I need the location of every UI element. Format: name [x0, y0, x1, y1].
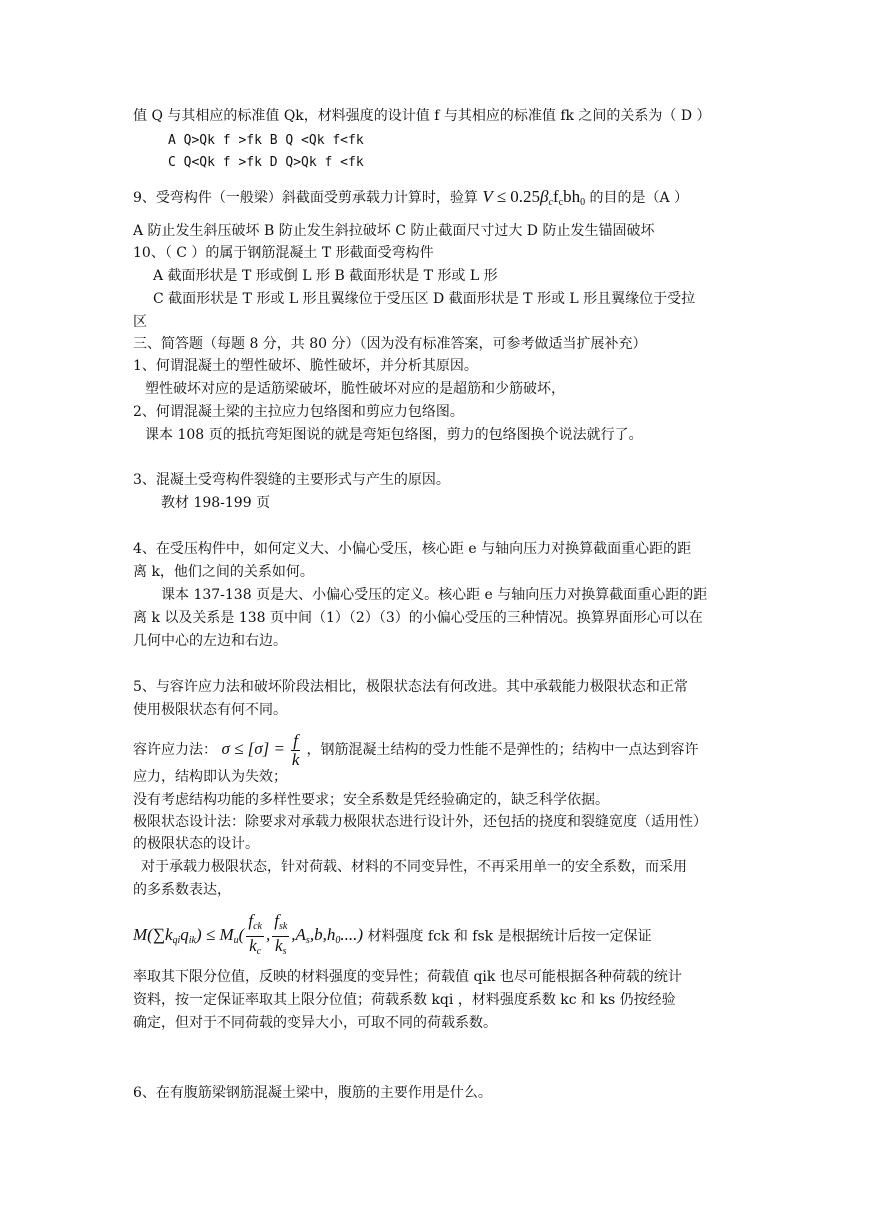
- q9-text-2: 的目的是（A ）: [589, 190, 689, 206]
- q10-stem: 10、（ C ）的属于钢筋混凝土 T 形截面受弯构件: [133, 245, 434, 261]
- limit-state-line1: 极限状态设计法：除要求对承载力极限状态进行设计外，还包括的挠度和裂缝宽度（适用性）: [133, 814, 707, 830]
- q10-options-cd: C 截面形状是 T 形或 L 形且翼缘位于受压区 D 截面形状是 T 形或 L 形且翼缘位于受拉: [153, 291, 696, 307]
- sa5-question-line1: 5、与容许应力法和破坏阶段法相比，极限状态法有何改进。其中承载能力极限状态和正常: [133, 679, 688, 695]
- allowable-stress-text: ，钢筋混凝土结构的受力性能不是弹性的；结构中一点达到容许: [306, 742, 699, 758]
- sa4-answer-line1: 课本 137-138 页是大、小偏心受压的定义。核心距 e 与轴向压力对换算截面重心距的距: [161, 587, 708, 603]
- sa2-question: 2、何谓混凝土梁的主拉应力包络图和剪应力包络图。: [133, 404, 464, 420]
- q9-text-1: 9、受弯构件（一般梁）斜截面受剪承载力计算时，验算: [133, 190, 478, 206]
- sa1-answer: 塑性破坏对应的是适筋梁破坏，脆性破坏对应的是超筋和少筋破坏，: [145, 381, 565, 397]
- q9-options: A 防止发生斜压破坏 B 防止发生斜拉破坏 C 防止截面尺寸过大 D 防止发生锚固破坏: [133, 223, 655, 239]
- q8-options-ab: A Q>Qk f >fk B Q <Qk f<fk: [168, 133, 364, 148]
- allowable-stress-label: 容许应力法：: [133, 742, 217, 758]
- allowable-stress-drawback: 没有考虑结构功能的多样性要求；安全系数是凭经验确定的，缺乏科学依据。: [133, 792, 609, 808]
- multi-coefficient-cont2: 资料，按一定保证率取其上限分位值；荷载系数 kqi ，材料强度系数 kc 和 ks 仍按经验: [133, 992, 676, 1008]
- multi-coefficient-formula: $M(\sum k_{qi}q_{ik}) \le M_u$( $\frac{f_{ck}}{k_c}$ , $\frac{f_{sk}}{k_s}$ $,A_s,b,h_0$....): [133, 911, 363, 957]
- sa4-question-line2: 离 k，他们之间的关系如何。: [133, 564, 314, 580]
- q9-stem: [133, 186, 741, 214]
- sa4-answer-line2: 离 k 以及关系是 138 页中间（1）（2）（3）的小偏心受压的三种情况。换算界面形心可以在: [133, 610, 703, 626]
- q8-options-cd: C Q<Qk f >fk D Q>Qk f <fk: [168, 155, 364, 170]
- section-three-heading: 三、简答题（每题 8 分，共 80 分）（因为没有标准答案，可参考做适当扩展补充）: [133, 336, 647, 352]
- q10-options-ab: A 截面形状是 T 形或倒 L 形 B 截面形状是 T 形或 L 形: [153, 268, 498, 284]
- allowable-stress-line: [133, 730, 741, 768]
- limit-state-line3: 对于承载力极限状态，针对荷载、材料的不同变异性，不再采用单一的安全系数，而采用: [141, 859, 687, 875]
- limit-state-line2: 的极限状态的设计。: [133, 836, 259, 852]
- allowable-stress-cont: 应力，结构即认为失效；: [133, 769, 287, 785]
- sa1-question: 1、何谓混凝土的塑性破坏、脆性破坏，并分析其原因。: [133, 358, 478, 374]
- sa3-answer: 教材 198-199 页: [161, 495, 271, 511]
- sa3-question: 3、混凝土受弯构件裂缝的主要形式与产生的原因。: [133, 472, 450, 488]
- q9-shear-formula: $V \le 0.25\beta_cf_cbh_0$: [482, 187, 586, 208]
- sa2-answer: 课本 108 页的抵抗弯矩图说的就是弯矩包络图，剪力的包络图换个说法就行了。: [145, 427, 643, 443]
- q8-stem-line: 值 Q 与其相应的标准值 Qk，材料强度的设计值 f 与其相应的标准值 fk 之间的关系为（ D ）: [133, 108, 711, 124]
- limit-state-line4: 的多系数表达，: [133, 882, 231, 898]
- multi-coefficient-cont1: 率取其下限分位值，反映的材料强度的变异性；荷载值 qik 也尽可能根据各种荷载的统计: [133, 969, 682, 985]
- allowable-stress-formula: σ ≤ [σ] = $\frac{f}{k}$: [221, 730, 300, 769]
- multi-coefficient-text: 材料强度 fck 和 fsk 是根据统计后按一定保证: [367, 928, 652, 945]
- multi-coefficient-cont3: 确定，但对于不同荷载的变异大小，可取不同的荷载系数。: [133, 1015, 497, 1031]
- q10-options-cd-wrap: 区: [133, 314, 147, 330]
- sa4-question-line1: 4、在受压构件中，如何定义大、小偏心受压，核心距 e 与轴向压力对换算截面重心距的距: [133, 541, 692, 557]
- sa5-question-line2: 使用极限状态有何不同。: [133, 702, 287, 718]
- sa6-question: 6、在有腹筋梁钢筋混凝土梁中，腹筋的主要作用是什么。: [133, 1085, 492, 1101]
- multi-coefficient-line: [133, 911, 741, 957]
- sa4-answer-line3: 几何中心的左边和右边。: [133, 633, 287, 649]
